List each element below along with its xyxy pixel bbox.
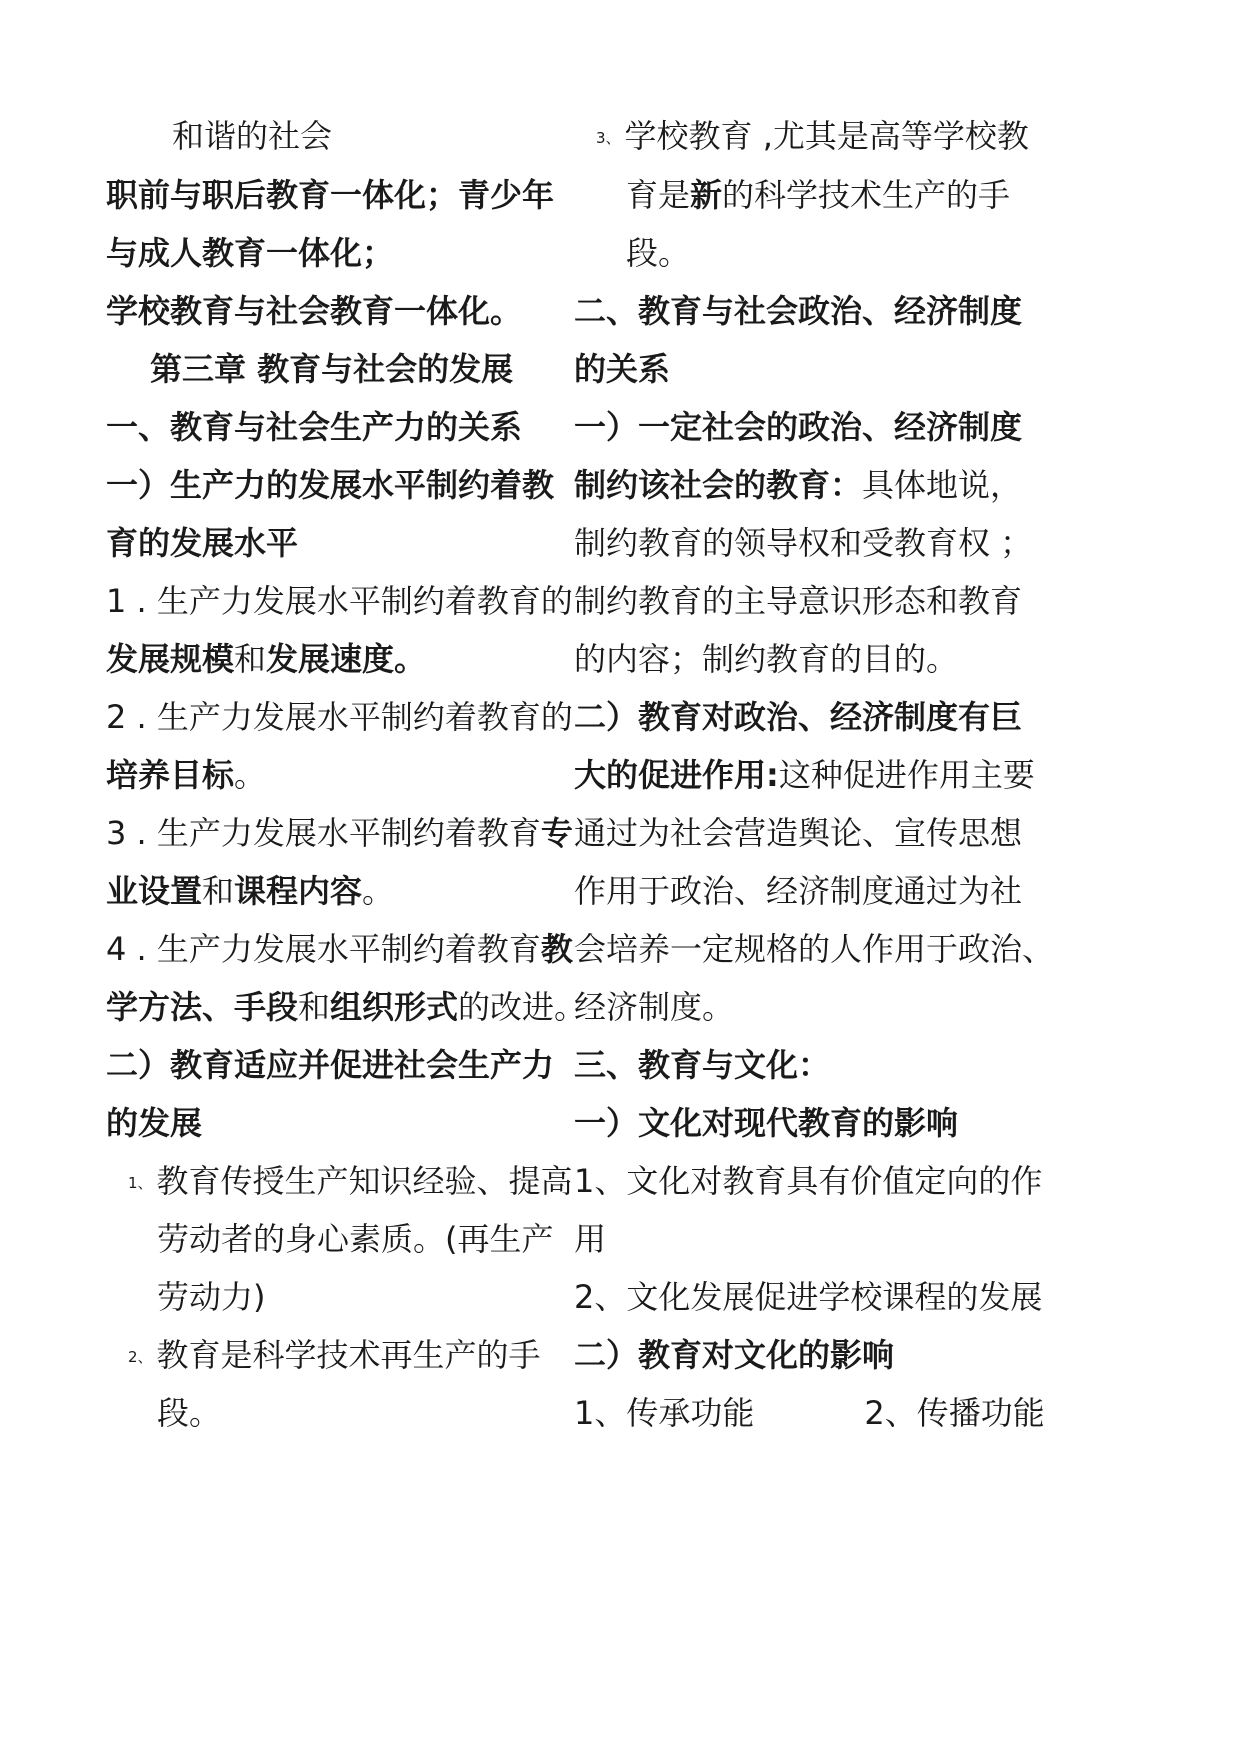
text-line: 学校教育与社会教育一体化。 [106, 292, 523, 330]
section-heading: 二、教育与社会政治、经济制度 [574, 292, 1023, 330]
text-line: 通过为社会营造舆论、宣传思想 [574, 814, 1023, 852]
list-number: 1、 [128, 1174, 153, 1192]
section-heading: 的关系 [574, 350, 671, 388]
text-span: 教育是科学技术再生产的手 [156, 1336, 541, 1374]
function-item: 2、传播功能 [864, 1394, 1045, 1432]
bold-term: 组织形式 [330, 988, 459, 1026]
subsection-heading: 的发展 [106, 1104, 203, 1142]
text-line [574, 1391, 1045, 1435]
subsection-heading: 二）教育适应并促进社会生产力 [106, 1046, 555, 1084]
text-span: 育是 [626, 176, 691, 214]
text-line [106, 753, 266, 797]
text-span: 和 [202, 872, 235, 910]
bold-term: 发展规模 [106, 640, 235, 678]
list-item [128, 1333, 541, 1379]
text-line: 和谐的社会 [172, 117, 333, 155]
bold-term: 课程内容 [234, 872, 363, 910]
bold-term: 新 [690, 176, 723, 214]
text-span: 的科学技术生产的手 [722, 176, 1011, 214]
subsection-heading: 二）教育对文化的影响 [574, 1336, 895, 1374]
text-line: 制约教育的领导权和受教育权 ； [574, 524, 1033, 562]
function-item: 1、传承功能 [574, 1394, 755, 1432]
subsection-heading: 二）教育对政治、经济制度有巨 [574, 698, 1023, 736]
text-line: 段。 [157, 1394, 222, 1432]
bold-term: 大的促进作用: [574, 756, 779, 794]
text-line: 职前与职后教育一体化；青少年 [106, 176, 555, 214]
section-heading: 三、教育与文化： [574, 1046, 831, 1084]
text-span: 的改进。 [458, 988, 587, 1026]
text-line [106, 985, 586, 1029]
text-line: 2 . 生产力发展水平制约着教育的 [106, 698, 573, 736]
text-line [106, 637, 426, 681]
text-line [106, 811, 573, 855]
text-line: 劳动力) [157, 1278, 266, 1316]
bold-term: 制约该社会的教育： [574, 466, 863, 504]
list-number: 2、 [128, 1348, 153, 1366]
text-line: 的内容；制约教育的目的。 [574, 640, 959, 678]
text-line [626, 173, 1010, 217]
bold-term: 业设置 [106, 872, 203, 910]
text-line [106, 927, 573, 971]
text-line: 用 [574, 1220, 607, 1258]
text-span: 这种促进作用主要 [778, 756, 1035, 794]
text-line: 1、文化对教育具有价值定向的作 [574, 1162, 1043, 1200]
text-span: 和 [298, 988, 331, 1026]
text-span: 3 . 生产力发展水平制约着教育 [106, 814, 541, 852]
subsection-heading: 育的发展水平 [106, 524, 299, 562]
text-line: 劳动者的身心素质。(再生产 [157, 1220, 554, 1258]
list-item [596, 114, 1029, 160]
text-span: 具体地说， [862, 466, 1023, 504]
text-line [574, 753, 1035, 797]
subsection-heading: 一）文化对现代教育的影响 [574, 1104, 959, 1142]
bold-term: 学方法、手段 [106, 988, 299, 1026]
bold-term: 发展速度。 [266, 640, 427, 678]
bold-term: 教 [540, 930, 573, 968]
text-line [574, 463, 1022, 507]
text-line: 经济制度。 [574, 988, 735, 1026]
text-line: 制约教育的主导意识形态和教育 [574, 582, 1023, 620]
text-line [106, 869, 394, 913]
bold-term: 专 [540, 814, 573, 852]
text-span: 和 [234, 640, 267, 678]
text-line: 会培养一定规格的人作用于政治、 [574, 930, 1055, 968]
text-line: 与成人教育一体化； [106, 234, 395, 272]
text-line: 作用于政治、经济制度通过为社 [574, 872, 1023, 910]
chapter-title: 第三章 教育与社会的发展 [150, 350, 514, 388]
text-span: 。 [234, 756, 267, 794]
text-line: 段。 [626, 234, 691, 272]
section-heading: 一、教育与社会生产力的关系 [106, 408, 523, 446]
text-span: 4 . 生产力发展水平制约着教育 [106, 930, 541, 968]
bold-term: 培养目标 [106, 756, 235, 794]
text-span: 。 [362, 872, 395, 910]
text-span: 学校教育 ,尤其是高等学校教 [624, 117, 1029, 155]
list-item [128, 1159, 573, 1205]
subsection-heading: 一）一定社会的政治、经济制度 [574, 408, 1023, 446]
list-number: 3、 [596, 129, 621, 147]
text-line: 2、文化发展促进学校课程的发展 [574, 1278, 1043, 1316]
text-line: 1 . 生产力发展水平制约着教育的 [106, 582, 573, 620]
text-span: 教育传授生产知识经验、提高 [156, 1162, 573, 1200]
subsection-heading: 一）生产力的发展水平制约着教 [106, 466, 555, 504]
